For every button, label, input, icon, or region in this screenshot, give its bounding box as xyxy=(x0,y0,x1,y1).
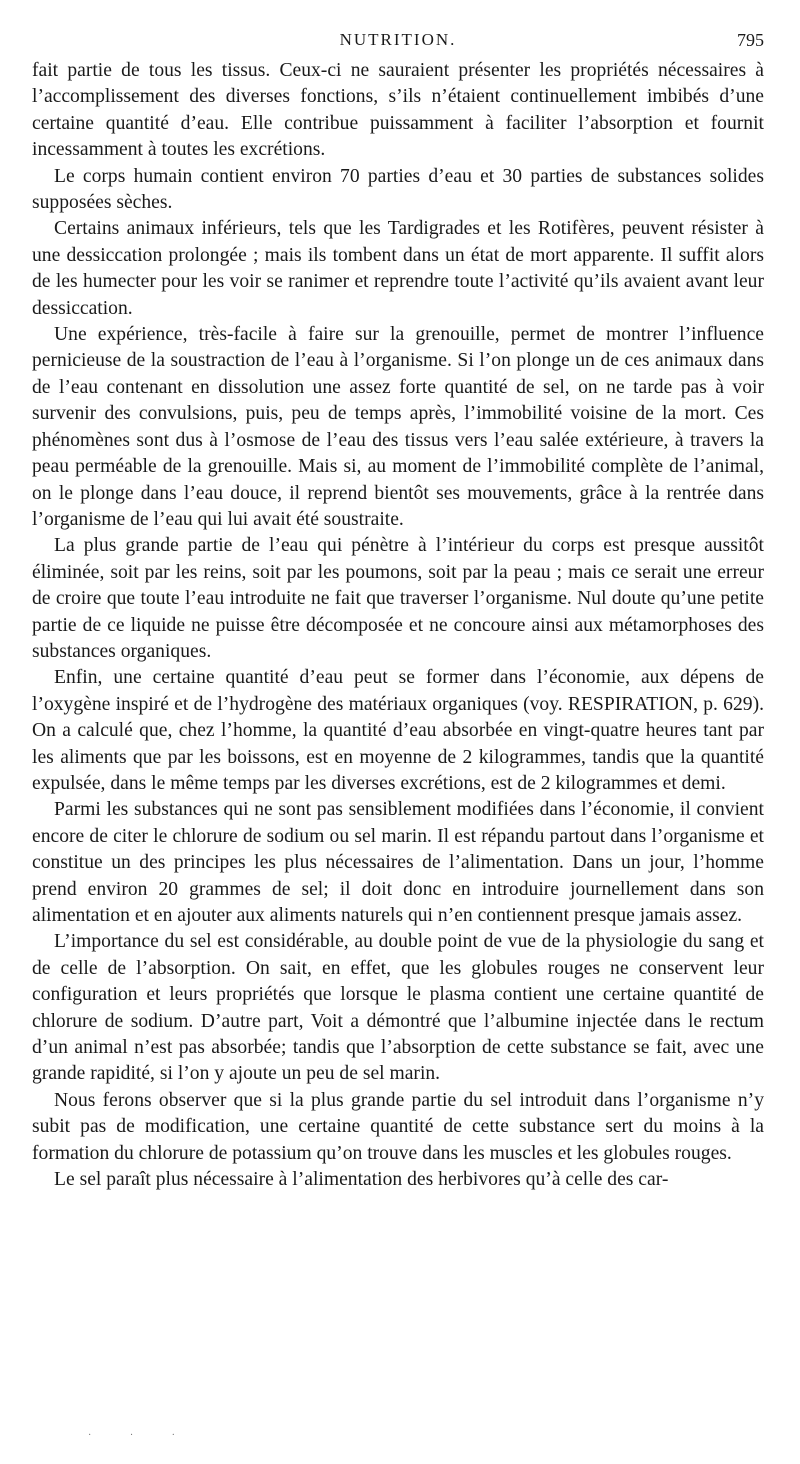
body-text xyxy=(32,58,764,1193)
book-page xyxy=(32,30,764,1193)
page-header xyxy=(32,30,764,58)
page-number: 795 xyxy=(737,30,764,50)
running-title: NUTRITION. xyxy=(339,30,457,49)
paragraph-9: Nous ferons observer que si la plus grande partie du sel introduit dans l’organisme n’y subit pas de modification, une certaine quantité de cette substance sert du moins à la formation du chlorure de potassium qu’on trouve dans les muscles et les globules rouges. xyxy=(32,1089,764,1164)
paragraph-5: La plus grande partie de l’eau qui pénètre à l’intérieur du corps est presque aussitôt éliminée, soit par les reins, soit par les poumons, soit par la peau ; mais ce serait une erreur de croire que toute l’eau introduite ne fait que traverser l’organisme. Nul doute qu’une petite partie de ce liquide ne puisse être décomposée et ne concoure ainsi aux métamorphoses des substances organiques. xyxy=(32,535,764,662)
paragraph-8: L’importance du sel est considérable, au double point de vue de la physiologie du sang et de celle de l’absorption. On sait, en effet, que les globules rouges ne conservent leur configuration et leurs propriétés que lorsque le plasma contient une certaine quantité de chlorure de sodium. D’autre part, Voit a démontré que l’albumine injectée dans le rectum d’un animal n’est pas absorbée; tandis que l’absorption de cette substance se fait, avec une grande rapidité, si l’on y ajoute un peu de sel marin. xyxy=(32,931,764,1085)
paragraph-10: Le sel paraît plus nécessaire à l’alimentation des herbivores qu’à celle des car- xyxy=(54,1169,669,1191)
paragraph-7: Parmi les substances qui ne sont pas sensiblement modifiées dans l’économie, il convient encore de citer le chlorure de sodium ou sel marin. Il est répandu partout dans l’organisme et constitue un des principes les plus nécessaires de l’alimentation. Dans un jour, l’homme prend environ 20 grammes de sel; il doit donc en introduire journellement dans son alimentation et en ajouter aux aliments naturels qui n’en contiennent presque jamais assez. xyxy=(32,799,764,926)
paragraph-4: Une expérience, très-facile à faire sur la grenouille, permet de montrer l’influence pernicieuse de la soustraction de l’eau à l’organisme. Si l’on plonge un de ces animaux dans de l’eau contenant en dissolution une assez forte quantité de sel, on ne tarde pas à voir survenir des convulsions, puis, peu de temps après, l’immobilité voisine de la mort. Ces phénomènes sont dus à l’osmose de l’eau des tissus vers l’eau salée extérieure, à travers la peau perméable de la grenouille. Mais si, au moment de l’immobilité complète de l’animal, on le plonge dans l’eau douce, il reprend bientôt ses mouvements, grâce à la rentrée dans l’organisme de l’eau qui lui avait été soustraite. xyxy=(32,324,764,530)
paragraph-3: Certains animaux inférieurs, tels que les Tardigrades et les Rotifères, peuvent résister à une dessiccation prolongée ; mais ils tombent dans un état de mort apparente. Il suffit alors de les humecter pour les voir se ranimer et reprendre toute l’activité qu’ils avaient avant leur dessiccation. xyxy=(32,218,764,319)
paragraph-1: fait partie de tous les tissus. Ceux-ci ne sauraient présenter les propriétés nécessaires à l’accomplissement des diverses fonctions, s’ils n’étaient continuellement imbibés d’une certaine quantité d’eau. Elle contribue puissamment à faciliter l’absorption et fournit incessamment à toutes les excrétions. xyxy=(32,60,764,161)
paragraph-2: Le corps humain contient environ 70 parties d’eau et 30 parties de substances solides supposées sèches. xyxy=(32,165,764,214)
paragraph-6: Enfin, une certaine quantité d’eau peut se former dans l’économie, aux dépens de l’oxygène inspiré et de l’hydrogène des matériaux organiques (voy. RESPIRATION, p. 629). On a calculé que, chez l’homme, la quantité d’eau absorbée en vingt-quatre heures tant par les aliments que par les boissons, est en moyenne de 2 kilogrammes, tandis que la quantité expulsée, dans le même temps par les diverses excrétions, est de 2 kilogrammes et demi. xyxy=(32,667,764,794)
page-footer-marks: · · · xyxy=(88,1430,193,1441)
